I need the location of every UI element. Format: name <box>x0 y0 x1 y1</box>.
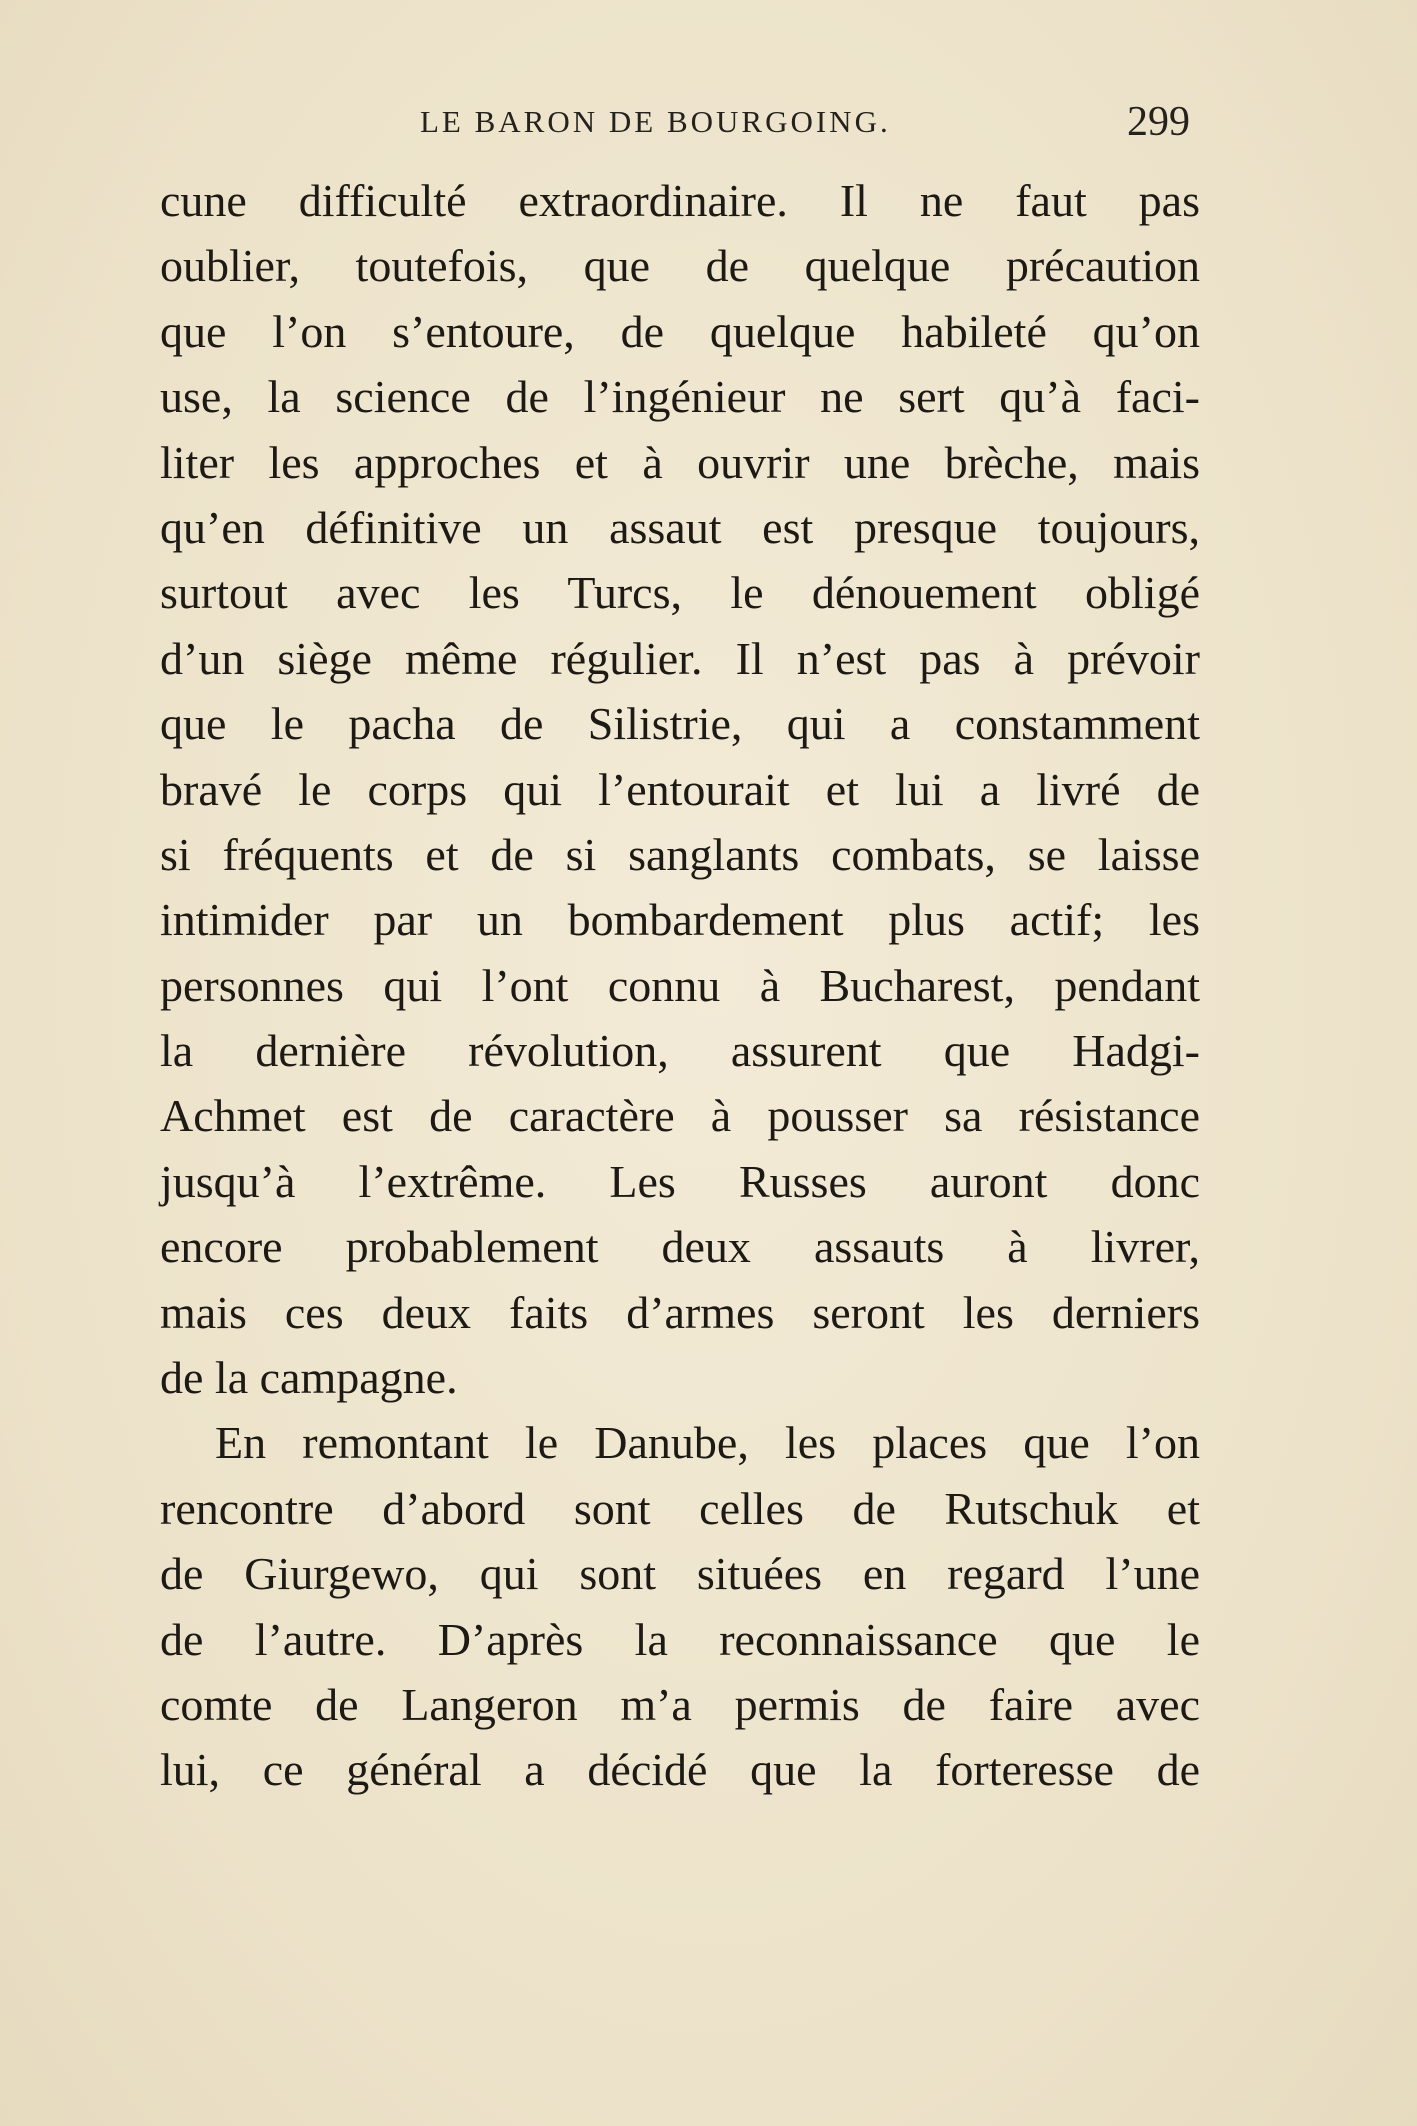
text-line: comte de Langeron m’a permis de faire avec <box>160 1678 1200 1730</box>
text-line: En remontant le Danube, les places que l’on <box>215 1417 1200 1469</box>
text-line: de Giurgewo, qui sont situées en regard l’une <box>160 1548 1200 1600</box>
text-line: mais ces deux faits d’armes seront les derniers <box>160 1286 1200 1338</box>
text-line: que l’on s’entoure, de quelque habileté qu’on <box>160 305 1200 357</box>
text-line: la dernière révolution, assurent que Hadgi- <box>160 1025 1200 1077</box>
text-line: cune difficulté extraordinaire. Il ne faut pas <box>160 175 1200 226</box>
text-line: use, la science de l’ingénieur ne sert qu’à faci- <box>160 371 1200 423</box>
text-line: que le pacha de Silistrie, qui a constamment <box>160 698 1200 750</box>
text-line: de l’autre. D’après la reconnaissance que le <box>160 1613 1200 1665</box>
running-head <box>160 98 1190 148</box>
running-title: LE BARON DE BOURGOING. <box>420 104 891 139</box>
body-text <box>160 168 1200 1803</box>
text-line: Achmet est de caractère à pousser sa résistance <box>160 1090 1200 1142</box>
paragraph <box>160 168 1200 1410</box>
text-line: liter les approches et à ouvrir une brèche, mais <box>160 436 1200 488</box>
paragraph <box>160 1410 1200 1802</box>
text-line: encore probablement deux assauts à livrer, <box>160 1221 1200 1273</box>
text-line: surtout avec les Turcs, le dénouement obligé <box>160 567 1200 619</box>
text-line: lui, ce général a décidé que la forteresse de <box>160 1744 1200 1796</box>
page-number: 299 <box>1127 99 1190 145</box>
text-line: oublier, toutefois, que de quelque précaution <box>160 240 1200 292</box>
text-line: d’un siège même régulier. Il n’est pas à prévoir <box>160 632 1200 684</box>
text-line: bravé le corps qui l’entourait et lui a livré de <box>160 763 1200 815</box>
text-line: intimider par un bombardement plus actif; les <box>160 894 1200 946</box>
text-line: qu’en définitive un assaut est presque toujours, <box>160 501 1200 553</box>
text-line: de la campagne. <box>160 1352 458 1404</box>
text-line: jusqu’à l’extrême. Les Russes auront donc <box>160 1155 1200 1207</box>
text-line: rencontre d’abord sont celles de Rutschuk et <box>160 1482 1200 1534</box>
text-line: si fréquents et de si sanglants combats, se laisse <box>160 828 1200 880</box>
text-line: personnes qui l’ont connu à Bucharest, pendant <box>160 959 1200 1011</box>
